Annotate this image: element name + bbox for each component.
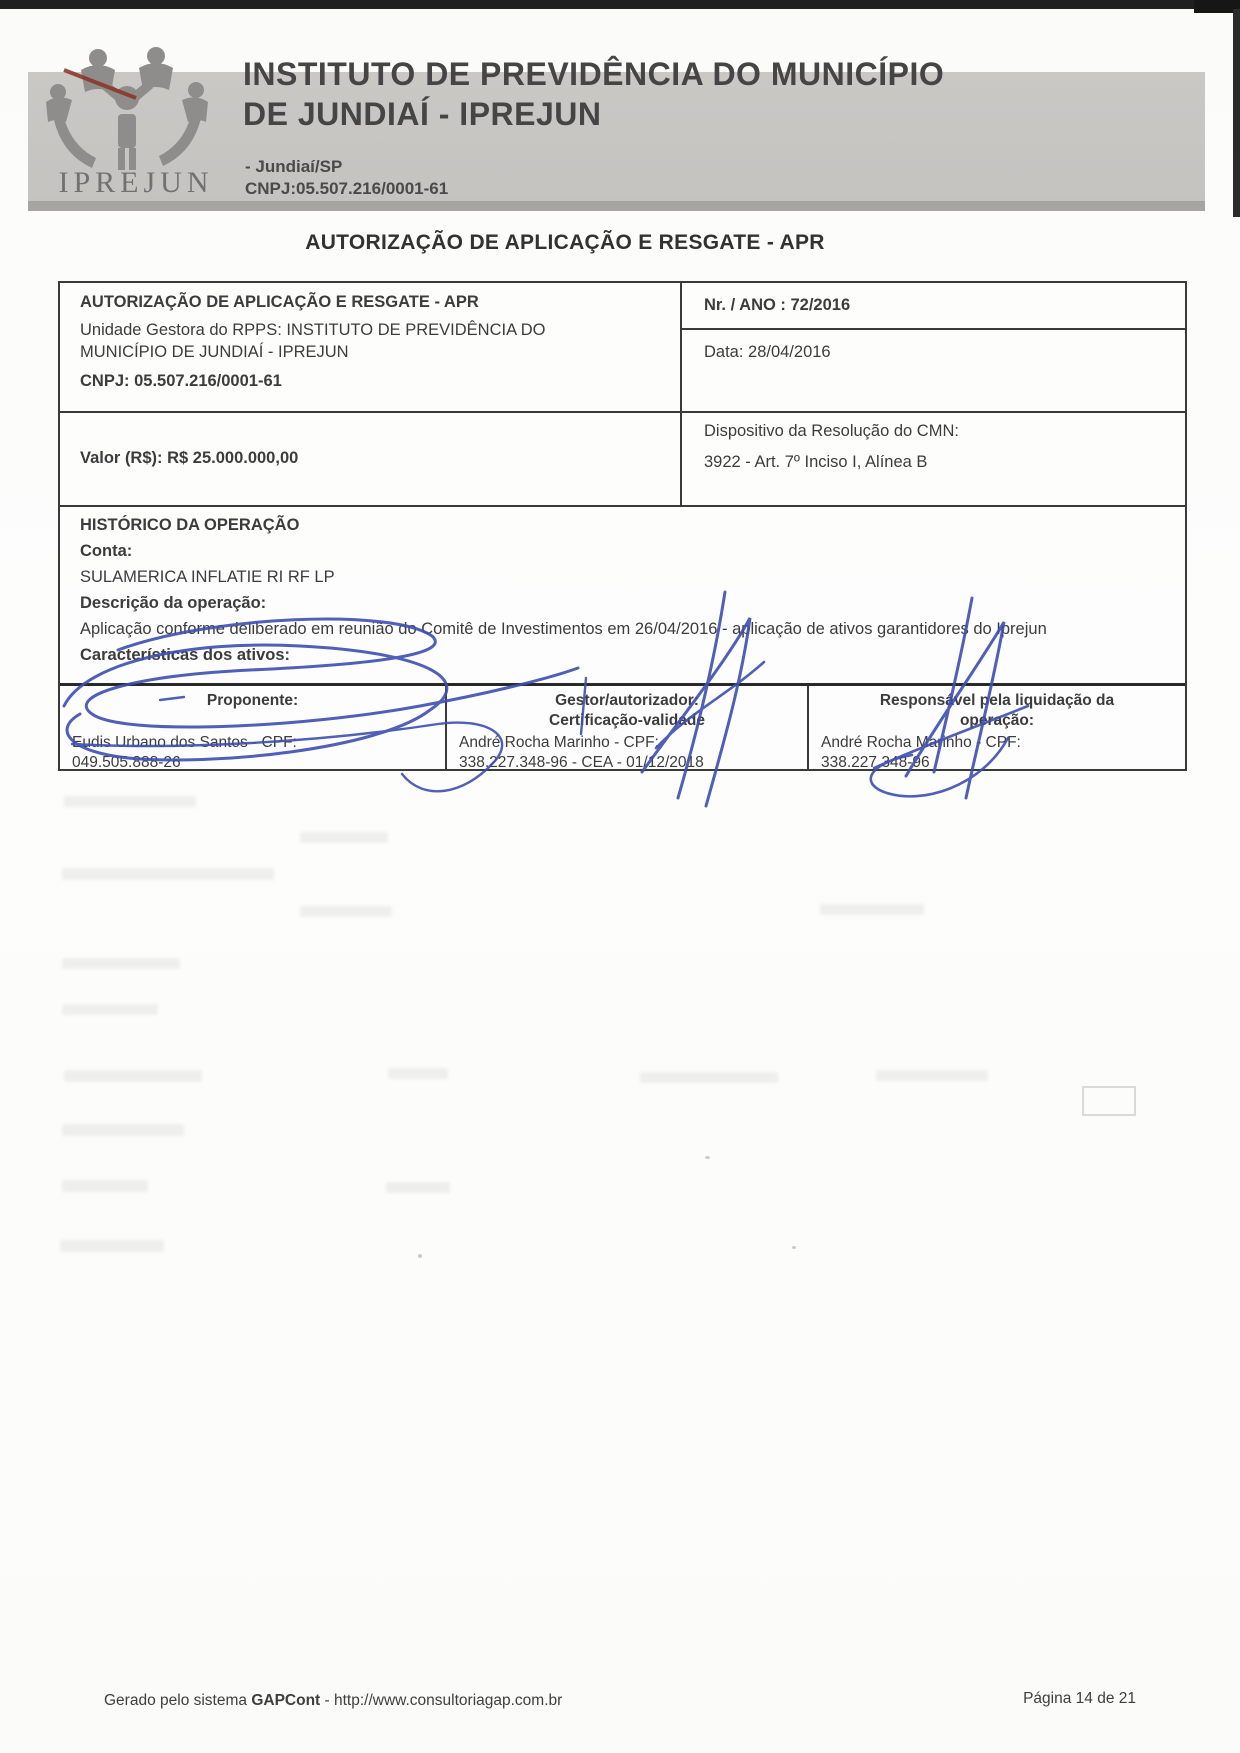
scan-edge-right: [1233, 9, 1240, 217]
bleedthrough-artifact: [64, 796, 196, 807]
bleedthrough-artifact: [386, 1182, 450, 1193]
bleedthrough-artifact: [62, 1124, 184, 1136]
logo-wordmark: IPREJUN: [58, 166, 214, 199]
gestor-name: André Rocha Marinho - CPF:: [459, 734, 659, 751]
bleedthrough-artifact: [62, 1004, 158, 1015]
gestor-title-line1: Gestor/autorizador:: [555, 692, 699, 709]
dispositivo-label: Dispositivo da Resolução do CMN:: [704, 422, 959, 440]
proponente-cpf: 049.505.888-26: [72, 754, 181, 771]
org-title-line2: DE JUNDIAÍ - IPREJUN: [243, 96, 602, 132]
proponente-title: Proponente:: [206, 692, 299, 709]
bleedthrough-artifact: [820, 904, 924, 915]
footer-suffix: - http://www.consultoriagap.com.br: [320, 1692, 563, 1709]
footer-page-number: Página 14 de 21: [1023, 1690, 1136, 1707]
field-nr-ano: Nr. / ANO : 72/2016: [682, 283, 1185, 330]
field-valor: Valor (R$): R$ 25.000.000,00: [60, 413, 682, 505]
document-title: AUTORIZAÇÃO DE APLICAÇÃO E RESGATE - APR: [305, 231, 825, 254]
conta-value: SULAMERICA INFLATIE RI RF LP: [80, 568, 335, 586]
cell-nr-data: [682, 283, 1185, 411]
iprejun-logo-icon: [36, 40, 221, 180]
bleedthrough-artifact: [300, 906, 392, 917]
responsavel-cpf: 338.227.348-96: [821, 754, 930, 771]
row-valor-dispositivo: [60, 413, 1185, 507]
scan-speck: [705, 1156, 710, 1159]
org-city: - Jundiaí/SP: [245, 157, 343, 176]
footer-prefix: Gerado pelo sistema: [104, 1692, 252, 1709]
field-data: Data: 28/04/2016: [704, 343, 831, 361]
cell-unidade-gestora: [60, 283, 682, 411]
descricao-value: Aplicação conforme deliberado em reunião do Comitê de Investimentos em 26/04/2016 - aplicação de ativos garantidores do Iprejun: [80, 620, 1047, 638]
signature-block-proponente: [60, 686, 447, 769]
responsavel-name: André Rocha Marinho - CPF:: [821, 734, 1021, 751]
bleedthrough-artifact: [60, 1240, 164, 1252]
gestor-cpf: 338.227.348-96 - CEA - 01/12/2018: [459, 754, 704, 771]
descricao-label: Descrição da operação:: [80, 594, 267, 612]
proponente-name: Eudis Urbano dos Santos - CPF:: [72, 734, 297, 751]
unidade-gestora-text: Unidade Gestora do RPPS: INSTITUTO DE PREVIDÊNCIA DO MUNICÍPIO DE JUNDIAÍ - IPREJUN: [80, 321, 546, 361]
bleedthrough-artifact: [640, 1072, 778, 1083]
conta-label: Conta:: [80, 542, 133, 560]
dispositivo-value: 3922 - Art. 7º Inciso I, Alínea B: [704, 453, 928, 471]
scan-edge-top: [0, 0, 1240, 9]
signature-block-responsavel: [809, 686, 1185, 769]
bleedthrough-artifact: [300, 832, 388, 843]
header-band-shadow: [28, 201, 1205, 211]
bleedthrough-artifact: [62, 868, 274, 880]
gestor-title-line2: Certificação-validade: [549, 712, 705, 729]
form-cnpj: CNPJ: 05.507.216/0001-61: [80, 372, 282, 390]
org-title-line1: INSTITUTO DE PREVIDÊNCIA DO MUNICÍPIO: [243, 56, 945, 92]
row-signatures: [60, 683, 1185, 769]
footer-generated-by: [104, 1692, 562, 1710]
cell-dispositivo: [682, 413, 1185, 505]
bleedthrough-artifact: [62, 1180, 148, 1192]
signature-block-gestor: [447, 686, 809, 769]
apr-form-table: [58, 281, 1187, 771]
bleedthrough-artifact: [876, 1070, 988, 1081]
form-box-title: AUTORIZAÇÃO DE APLICAÇÃO E RESGATE - APR: [80, 293, 479, 311]
bleedthrough-box-artifact: [1082, 1086, 1136, 1116]
footer-system-name: GAPCont: [251, 1692, 321, 1709]
responsavel-title-line1: Responsável pela liquidação da: [879, 692, 1115, 709]
org-title: [243, 54, 944, 134]
scan-speck: [792, 1246, 796, 1249]
row-identification: [60, 283, 1185, 413]
responsavel-title-line2: operação:: [959, 712, 1035, 729]
row-historico: [60, 507, 1185, 683]
bleedthrough-artifact: [62, 958, 180, 969]
caracteristicas-label: Características dos ativos:: [80, 646, 291, 664]
historico-title: HISTÓRICO DA OPERAÇÃO: [80, 516, 300, 534]
org-cnpj: CNPJ:05.507.216/0001-61: [245, 179, 449, 198]
bleedthrough-artifact: [64, 1070, 202, 1082]
scan-speck: [418, 1254, 422, 1258]
bleedthrough-artifact: [388, 1068, 448, 1079]
